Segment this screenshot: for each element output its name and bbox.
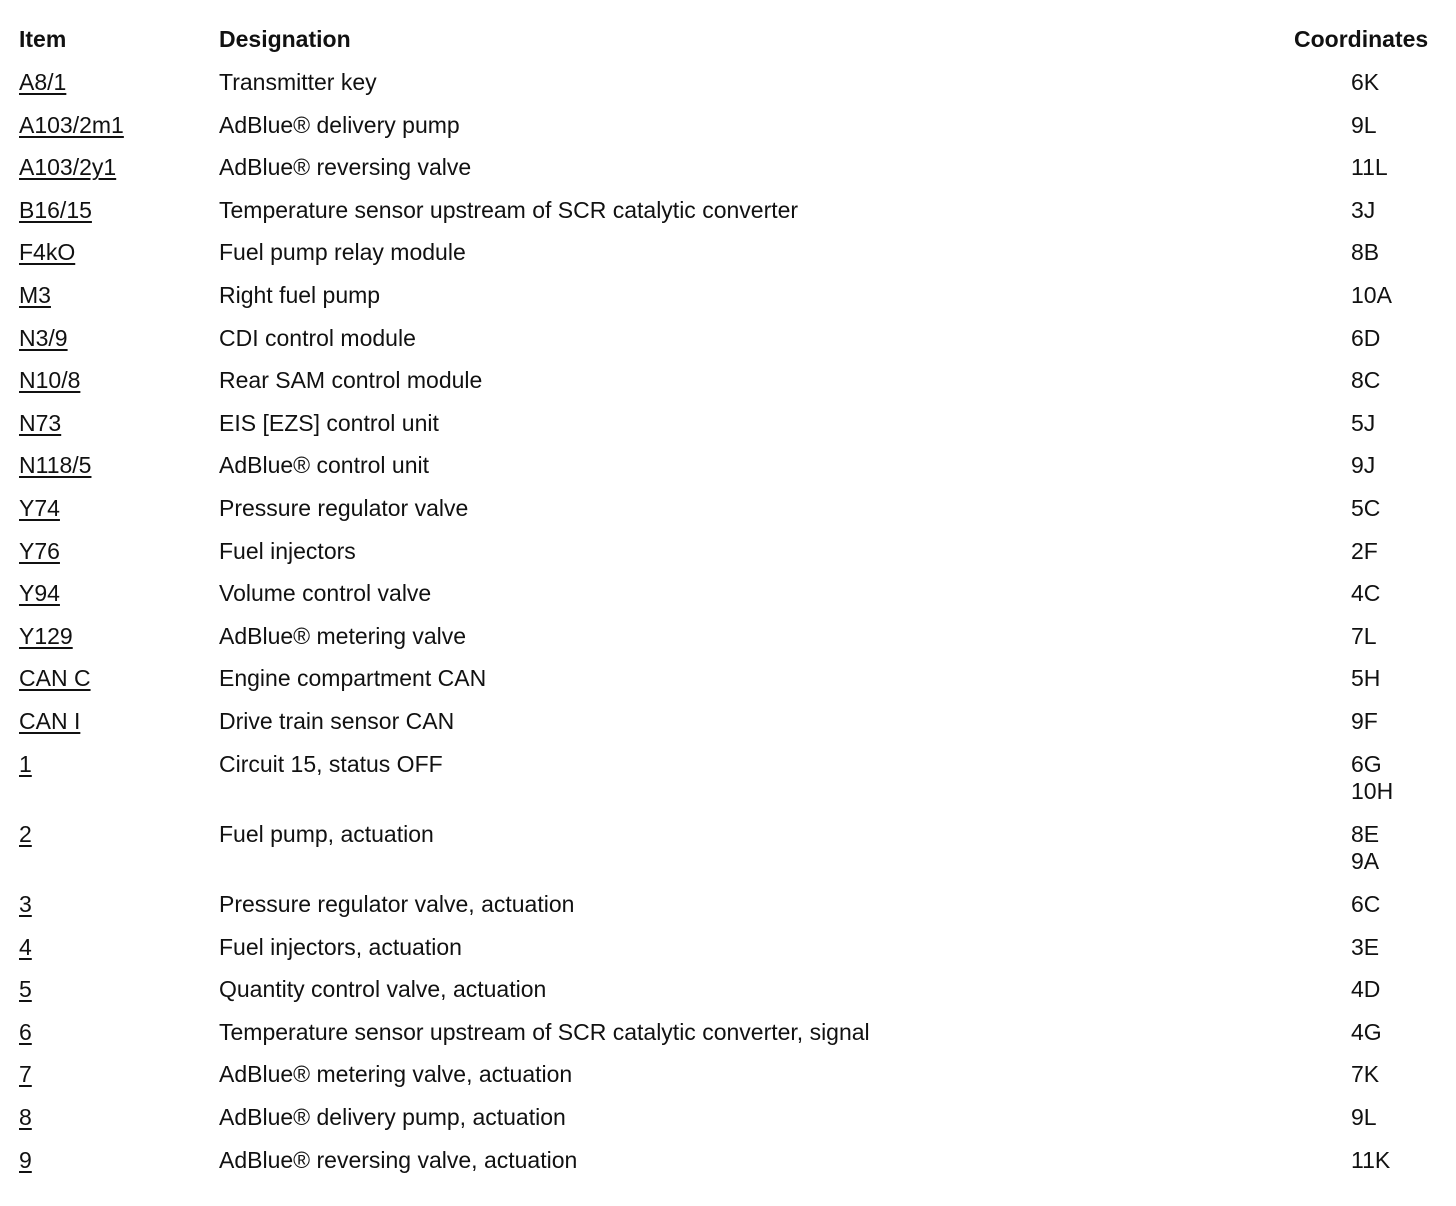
coordinates-cell bbox=[1351, 410, 1375, 438]
designation-text: EIS [EZS] control unit bbox=[219, 409, 439, 436]
table-row bbox=[0, 1019, 1456, 1062]
table-row bbox=[0, 751, 1456, 821]
table-row bbox=[0, 197, 1456, 240]
coordinate-value: 9J bbox=[1351, 452, 1376, 479]
coordinate-value: 7K bbox=[1351, 1061, 1380, 1088]
coordinates-cell bbox=[1351, 1104, 1377, 1132]
item-link[interactable]: N10/8 bbox=[19, 367, 81, 394]
coordinate-value: 4G bbox=[1351, 1018, 1382, 1045]
designation-text: AdBlue® delivery pump bbox=[219, 111, 460, 138]
designation-text: Engine compartment CAN bbox=[219, 665, 487, 692]
item-link[interactable]: A103/2y1 bbox=[19, 154, 117, 181]
item-link[interactable]: 1 bbox=[19, 750, 32, 777]
designation-text: Temperature sensor upstream of SCR catalytic converter bbox=[219, 196, 799, 223]
coordinates-cell bbox=[1351, 495, 1380, 523]
header-item: Item bbox=[19, 26, 67, 52]
coordinate-value: 8C bbox=[1351, 367, 1381, 394]
table-row bbox=[0, 538, 1456, 581]
designation-text: Fuel pump relay module bbox=[219, 239, 466, 266]
designation-text: AdBlue® reversing valve, actuation bbox=[219, 1146, 578, 1173]
header-coordinates: Coordinates bbox=[1294, 26, 1429, 52]
coordinate-value: 10H bbox=[1351, 778, 1394, 804]
coordinates-cell bbox=[1351, 580, 1380, 608]
coordinates-cell bbox=[1351, 154, 1388, 182]
item-link[interactable]: 9 bbox=[19, 1146, 32, 1173]
coordinate-value: 3E bbox=[1351, 933, 1380, 960]
item-link[interactable]: A103/2m1 bbox=[19, 111, 124, 138]
coordinates-cell bbox=[1351, 112, 1377, 140]
legend-table bbox=[0, 26, 1456, 1189]
designation-text: AdBlue® delivery pump, actuation bbox=[219, 1104, 566, 1131]
coordinate-value: 9L bbox=[1351, 111, 1377, 138]
coordinates-cell bbox=[1351, 934, 1379, 962]
coordinate-value: 11L bbox=[1351, 154, 1388, 181]
designation-text: Right fuel pump bbox=[219, 281, 381, 308]
table-row bbox=[0, 1147, 1456, 1190]
table-row bbox=[0, 239, 1456, 282]
designation-text: AdBlue® control unit bbox=[219, 452, 430, 479]
item-link[interactable]: N3/9 bbox=[19, 324, 68, 351]
coordinate-value: 8B bbox=[1351, 239, 1380, 266]
coordinates-cell bbox=[1351, 69, 1379, 97]
designation-text: Pressure regulator valve, actuation bbox=[219, 891, 575, 918]
table-row bbox=[0, 976, 1456, 1019]
table-row bbox=[0, 325, 1456, 368]
table-row bbox=[0, 112, 1456, 155]
coordinate-value: 10A bbox=[1351, 281, 1392, 308]
item-link[interactable]: 3 bbox=[19, 891, 32, 918]
coordinates-cell bbox=[1351, 325, 1380, 353]
coordinate-value: 5J bbox=[1351, 409, 1376, 436]
table-body bbox=[0, 69, 1456, 1189]
coordinate-value: 3J bbox=[1351, 196, 1376, 223]
table-row bbox=[0, 665, 1456, 708]
coordinates-cell bbox=[1351, 1147, 1390, 1175]
designation-text: Volume control valve bbox=[219, 580, 432, 607]
coordinates-cell bbox=[1351, 1061, 1379, 1089]
item-link[interactable]: 4 bbox=[19, 933, 32, 960]
table-row bbox=[0, 623, 1456, 666]
table-header bbox=[0, 26, 1456, 56]
table-row bbox=[0, 282, 1456, 325]
coordinate-value: 7L bbox=[1351, 622, 1377, 649]
coordinate-value: 4D bbox=[1351, 976, 1381, 1003]
coordinate-value: 6G bbox=[1351, 750, 1382, 777]
coordinate-value: 6D bbox=[1351, 324, 1381, 351]
designation-text: AdBlue® metering valve, actuation bbox=[219, 1061, 573, 1088]
coordinate-value: 4C bbox=[1351, 580, 1381, 607]
coordinate-value: 11K bbox=[1351, 1146, 1391, 1173]
coordinates-cell bbox=[1351, 708, 1378, 736]
table-row bbox=[0, 495, 1456, 538]
item-link[interactable]: 5 bbox=[19, 976, 32, 1003]
designation-text: AdBlue® metering valve bbox=[219, 622, 467, 649]
coordinates-cell bbox=[1351, 282, 1392, 310]
coordinates-cell bbox=[1351, 239, 1379, 267]
designation-text: Fuel pump, actuation bbox=[219, 820, 434, 847]
table-row bbox=[0, 367, 1456, 410]
table-row bbox=[0, 580, 1456, 623]
item-link[interactable]: 8 bbox=[19, 1104, 32, 1131]
table-row bbox=[0, 934, 1456, 977]
table-row bbox=[0, 154, 1456, 197]
coordinates-cell bbox=[1351, 452, 1375, 480]
item-link[interactable]: Y94 bbox=[19, 580, 60, 607]
designation-text: Quantity control valve, actuation bbox=[219, 976, 547, 1003]
table-row bbox=[0, 69, 1456, 112]
header-designation: Designation bbox=[219, 26, 351, 52]
item-link[interactable]: N118/5 bbox=[19, 452, 92, 479]
item-link[interactable]: N73 bbox=[19, 409, 62, 436]
coordinates-cell bbox=[1351, 538, 1378, 566]
designation-text: Pressure regulator valve bbox=[219, 494, 469, 521]
coordinates-cell bbox=[1351, 821, 1379, 876]
table-row bbox=[0, 891, 1456, 934]
item-link[interactable]: CAN C bbox=[19, 665, 91, 692]
coordinate-value: 9F bbox=[1351, 707, 1378, 734]
designation-text: Transmitter key bbox=[219, 69, 377, 95]
coordinate-value: 5C bbox=[1351, 494, 1381, 521]
table-row bbox=[0, 410, 1456, 453]
coordinate-value: 6K bbox=[1351, 69, 1380, 95]
item-link[interactable]: M3 bbox=[19, 281, 51, 308]
designation-text: CDI control module bbox=[219, 324, 416, 351]
item-link[interactable]: 7 bbox=[19, 1061, 32, 1088]
designation-text: Drive train sensor CAN bbox=[219, 707, 455, 734]
table-row bbox=[0, 452, 1456, 495]
coordinates-cell bbox=[1351, 1019, 1382, 1047]
coordinate-value: 9A bbox=[1351, 848, 1380, 875]
coordinate-value: 2F bbox=[1351, 537, 1378, 564]
designation-text: AdBlue® reversing valve bbox=[219, 154, 472, 181]
coordinates-cell bbox=[1351, 891, 1380, 919]
coordinates-cell bbox=[1351, 751, 1393, 806]
item-link[interactable]: CAN I bbox=[19, 707, 81, 734]
designation-text: Temperature sensor upstream of SCR catalytic converter, signal bbox=[219, 1018, 870, 1045]
designation-text: Fuel injectors bbox=[219, 537, 356, 564]
coordinate-value: 6C bbox=[1351, 891, 1381, 918]
table-row bbox=[0, 1061, 1456, 1104]
item-link[interactable]: Y129 bbox=[19, 622, 73, 649]
table-row bbox=[0, 821, 1456, 891]
designation-text: Rear SAM control module bbox=[219, 367, 483, 394]
table-row bbox=[0, 1104, 1456, 1147]
coordinates-cell bbox=[1351, 197, 1375, 225]
item-link[interactable]: F4kO bbox=[19, 239, 76, 266]
item-link[interactable]: 6 bbox=[19, 1018, 32, 1045]
coordinate-value: 5H bbox=[1351, 665, 1381, 692]
coordinates-cell bbox=[1351, 367, 1380, 395]
coordinates-cell bbox=[1351, 665, 1380, 693]
item-link[interactable]: Y76 bbox=[19, 537, 60, 564]
item-link[interactable]: Y74 bbox=[19, 494, 60, 521]
item-link[interactable]: 2 bbox=[19, 820, 32, 847]
coordinates-cell bbox=[1351, 623, 1377, 651]
item-link[interactable]: B16/15 bbox=[19, 196, 92, 223]
designation-text: Circuit 15, status OFF bbox=[219, 750, 443, 777]
designation-text: Fuel injectors, actuation bbox=[219, 933, 462, 960]
coordinates-cell bbox=[1351, 976, 1380, 1004]
table-row bbox=[0, 708, 1456, 751]
item-link[interactable]: A8/1 bbox=[19, 69, 67, 95]
coordinate-value: 9L bbox=[1351, 1104, 1377, 1131]
coordinate-value: 8E bbox=[1351, 820, 1380, 847]
